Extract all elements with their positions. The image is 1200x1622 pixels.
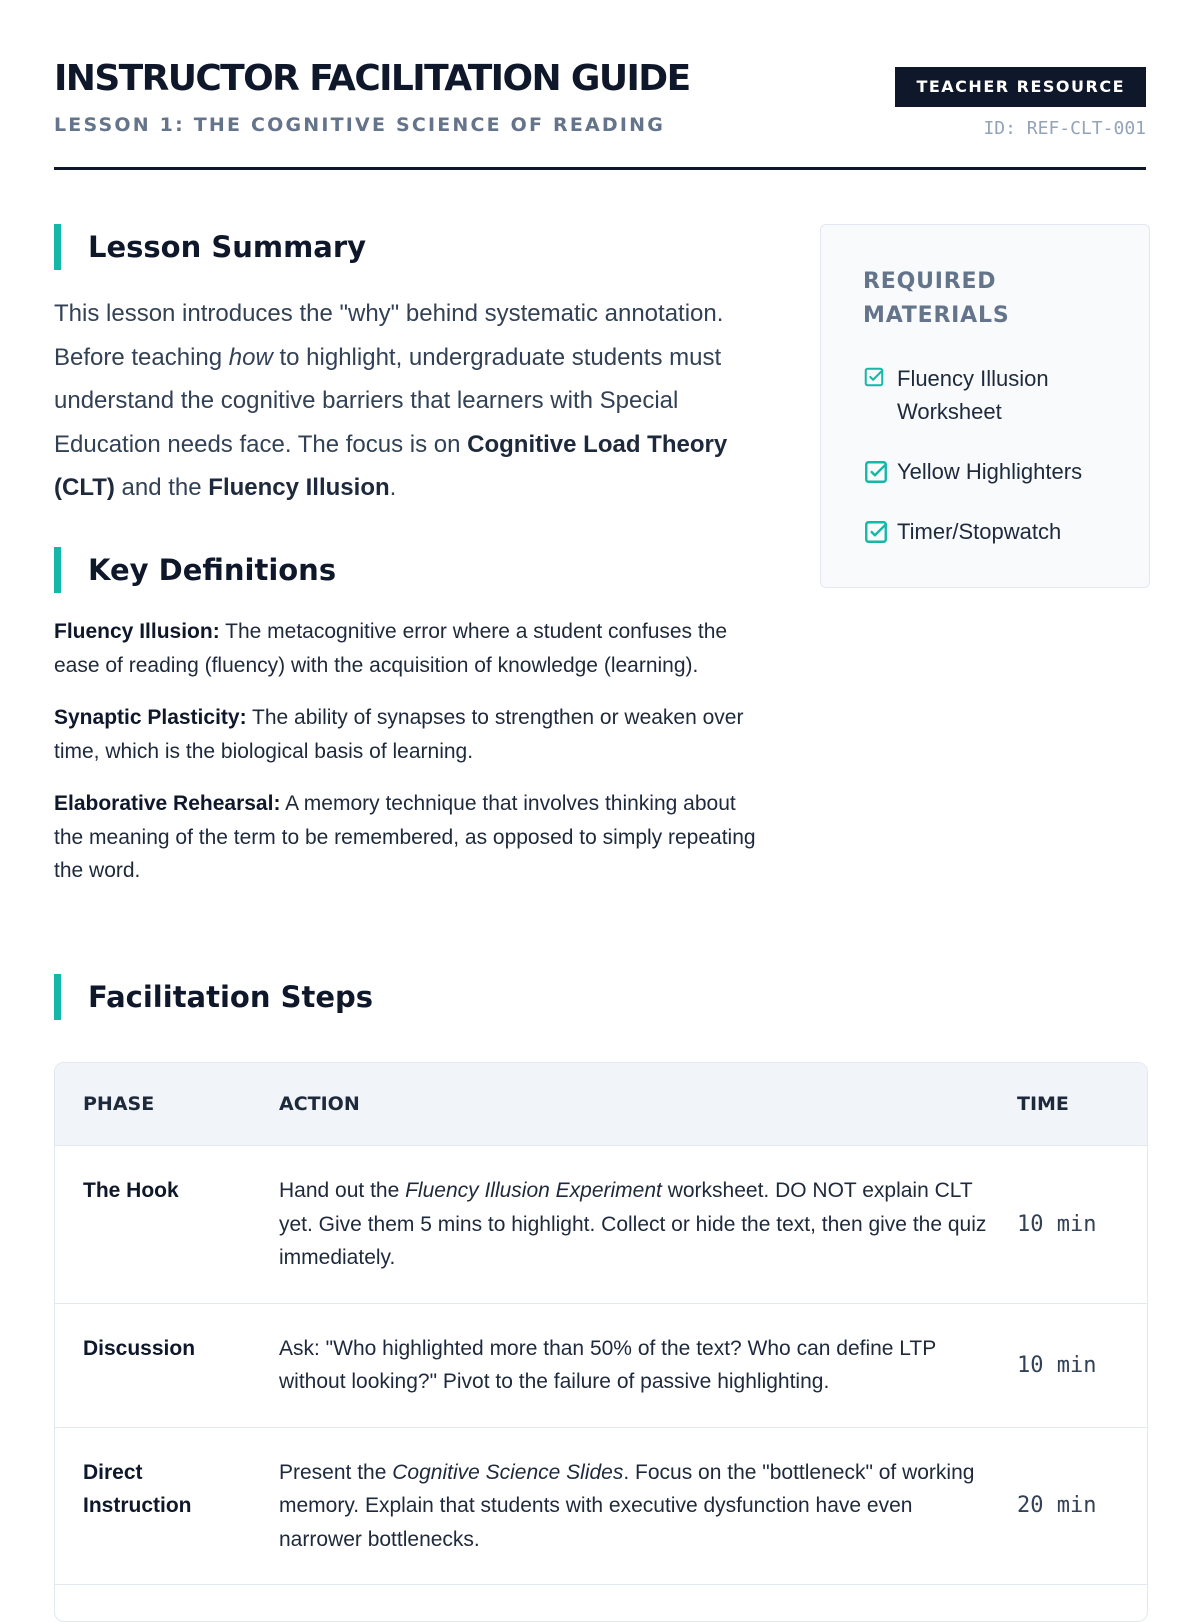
material-label: Yellow Highlighters	[897, 455, 1082, 488]
action-text: worksheet. DO NOT explain CLT yet. Give them 5 mins to highlight. Collect or hide the text, then give the quiz immediately.	[279, 1179, 986, 1269]
definition-term: Synaptic Plasticity:	[54, 706, 247, 729]
action-cell	[251, 1303, 1017, 1427]
materials-title: REQUIRED MATERIALS	[863, 265, 1113, 333]
phase-cell: The Hook	[55, 1146, 251, 1304]
table-row	[55, 1303, 1147, 1427]
checkbox-check-icon	[863, 366, 889, 392]
checkbox-check-icon	[863, 459, 889, 485]
action-text: Hand out the	[279, 1179, 405, 1202]
summary-text-part: and the	[115, 474, 208, 501]
header-divider	[54, 167, 1146, 170]
facilitation-steps-table	[54, 1062, 1148, 1622]
required-materials-card	[820, 224, 1150, 588]
time-cell: 20 min	[1017, 1427, 1147, 1585]
definition-item	[54, 787, 764, 888]
definition-term: Elaborative Rehearsal:	[54, 792, 280, 815]
resource-badge: TEACHER RESOURCE	[895, 67, 1146, 107]
time-cell	[1017, 1585, 1147, 1622]
phase-cell: Discussion	[55, 1303, 251, 1427]
summary-emphasis: how	[229, 344, 273, 371]
definition-item	[54, 615, 764, 682]
action-emphasis: Fluency Illusion Experiment	[405, 1179, 662, 1202]
action-text: . Focus on the "bottleneck" of working memory. Explain that students with executive dysfunction have even narrower bottlenecks.	[279, 1461, 974, 1551]
definition-item	[54, 701, 764, 768]
facilitation-steps-heading: Facilitation Steps	[54, 974, 373, 1020]
document-id: ID: REF-CLT-001	[983, 114, 1146, 144]
column-header-action: ACTION	[251, 1063, 1017, 1146]
lesson-summary-text	[54, 292, 774, 510]
summary-text-part: .	[390, 474, 397, 501]
column-header-time: TIME	[1017, 1063, 1147, 1146]
material-label: Timer/Stopwatch	[897, 515, 1061, 548]
key-definitions-heading: Key Definitions	[54, 547, 336, 593]
definition-term: Fluency Illusion:	[54, 620, 220, 643]
table-row	[55, 1146, 1147, 1304]
action-cell	[251, 1585, 1017, 1622]
definitions-list	[54, 615, 764, 907]
page-title: INSTRUCTOR FACILITATION GUIDE	[54, 54, 690, 104]
time-cell: 10 min	[1017, 1146, 1147, 1304]
phase-cell	[55, 1585, 251, 1622]
phase-cell: Direct Instruction	[55, 1427, 251, 1585]
summary-text-part: to highlight, undergraduate students must understand the cognitive barriers that learners with Special Education needs face. The focus is on	[54, 344, 721, 458]
material-item	[863, 455, 1133, 488]
definition-text: A memory technique that involves thinking about the meaning of the term to be remembered, as opposed to simply repeating the word.	[54, 792, 756, 882]
lesson-subtitle: LESSON 1: THE COGNITIVE SCIENCE OF READING	[54, 110, 665, 140]
summary-bold-term: Cognitive Load Theory (CLT)	[54, 431, 727, 502]
table-row	[55, 1427, 1147, 1585]
column-header-phase: PHASE	[55, 1063, 251, 1146]
action-cell	[251, 1427, 1017, 1585]
checkbox-check-icon	[863, 519, 889, 545]
table-header-row	[55, 1063, 1147, 1146]
action-text: Present the	[279, 1461, 392, 1484]
lesson-summary-heading: Lesson Summary	[54, 224, 366, 270]
material-label: Fluency Illusion Worksheet	[897, 362, 1133, 428]
action-cell	[251, 1146, 1017, 1304]
summary-bold-term: Fluency Illusion	[208, 474, 389, 501]
table-row	[55, 1585, 1147, 1622]
action-text: Ask: "Who highlighted more than 50% of the text? Who can define LTP without looking?" Pivot to the failure of passive highlighting.	[279, 1337, 936, 1394]
document-header	[54, 52, 1146, 172]
summary-text-part: This lesson introduces the "why" behind systematic annotation. Before teaching	[54, 300, 723, 371]
definition-text: The ability of synapses to strengthen or weaken over time, which is the biological basis of learning.	[54, 706, 743, 763]
material-item	[863, 515, 1133, 548]
time-cell: 10 min	[1017, 1303, 1147, 1427]
material-item	[863, 362, 1133, 428]
definition-text: The metacognitive error where a student confuses the ease of reading (fluency) with the acquisition of knowledge (learning).	[54, 620, 727, 677]
action-emphasis: Cognitive Science Slides	[392, 1461, 623, 1484]
